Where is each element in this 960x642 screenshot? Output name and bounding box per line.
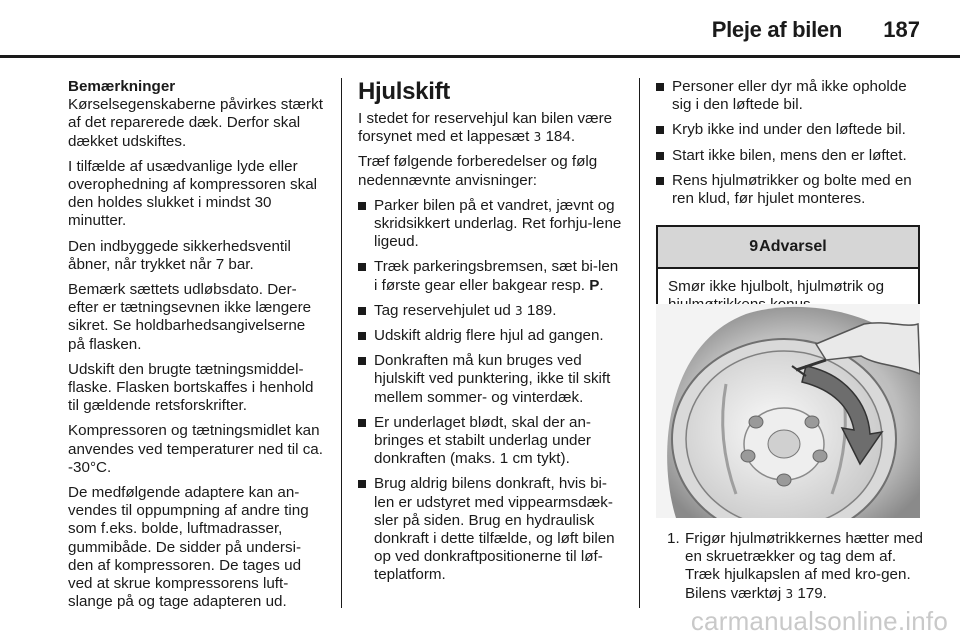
bullet-square-icon bbox=[358, 480, 366, 488]
prep-list bbox=[358, 197, 624, 585]
page-ref-icon: 3 bbox=[533, 130, 542, 145]
column-divider-right bbox=[639, 78, 640, 608]
list-item bbox=[358, 352, 624, 407]
list-item-text: Tag reservehjulet ud bbox=[374, 301, 511, 319]
step-item bbox=[667, 530, 923, 603]
list-item bbox=[358, 475, 624, 584]
list-item-text: Personer eller dyr må ikke opholde sig i den løftede bil. bbox=[672, 78, 907, 114]
list-item-text: Brug aldrig bilens donkraft, hvis bi-len er udstyret med vippearmsdæk-sler på siden. Brug en hydraulisk donkraft i dette tilfælde, og løft bilen op ved donkraftpositionerne til løf-teplatform. bbox=[374, 475, 615, 584]
column-1 bbox=[68, 78, 326, 618]
spare-wheel-ref-link[interactable]: 189. bbox=[526, 301, 557, 319]
step-text: Frigør hjulmøtrikkernes hætter med en skruetrækker og tag dem af. Træk hjulkapslen af med kro-gen. Bilens værktøj bbox=[685, 530, 923, 602]
section-title: Hjulskift bbox=[358, 78, 450, 105]
bullet-square-icon bbox=[656, 126, 664, 134]
list-item-text: Donkraften må kun bruges ved hjulskift ved punktering, ikke til skift mellem sommer- og vinterdæk. bbox=[374, 352, 611, 406]
warning-header bbox=[658, 227, 918, 269]
paragraph-6: De medfølgende adaptere kan an-vendes til oppumpning af andre ting som f.eks. bolde, luftmadrasser, gummibåde. De sidder på undersi-den af kompressoren. De tages ud ved at skrue kompressorens luft-slange på og tage adapteren ud. bbox=[68, 484, 309, 611]
page-number: 187 bbox=[883, 17, 920, 42]
bullet-square-icon bbox=[656, 83, 664, 91]
page-ref-icon: 3 bbox=[785, 586, 794, 601]
paragraph-4: Udskift den brugte tætningsmiddel-flaske. Flasken bortskaffes i henhold til gældende retsforskrifter. bbox=[68, 360, 314, 415]
list-item bbox=[656, 121, 920, 139]
list-item bbox=[656, 78, 920, 114]
list-item: Træk parkeringsbremsen, sæt bi-len i første gear eller bakgear resp. P. bbox=[358, 258, 624, 294]
intro-paragraph bbox=[358, 110, 624, 146]
bullet-square-icon bbox=[358, 307, 366, 315]
list-item-text: Er underlaget blødt, skal der an-bringes et stabilt underlag under donkraften (maks. 1 cm tykt). bbox=[374, 413, 591, 468]
warning-text: Smør ikke hjulbolt, hjulmøtrik og bbox=[668, 278, 885, 296]
paragraph-2: Den indbyggede sikkerhedsventil åbner, når trykket når 7 bar. bbox=[68, 237, 291, 273]
list-item bbox=[358, 414, 624, 469]
warning-triangle-icon: 9 bbox=[749, 238, 759, 256]
paragraph-3: Bemærk sættets udløbsdato. Der-efter er tætningsevnen ikke længere sikret. Se holdbarhedsangivelserne på flasken. bbox=[68, 281, 312, 353]
column-divider-left bbox=[341, 78, 342, 608]
bullet-square-icon bbox=[656, 152, 664, 160]
page-header bbox=[0, 0, 960, 62]
list-item-text: Start ikke bilen, mens den er løftet. bbox=[672, 146, 907, 164]
header-rule bbox=[0, 55, 960, 58]
list-item-text: Rens hjulmøtrikker og bolte med en ren klud, før hjulet monteres. bbox=[672, 171, 912, 208]
page-title: Pleje af bilen bbox=[711, 17, 842, 42]
safety-list bbox=[656, 78, 920, 208]
note-text: Kørselsegenskaberne påvirkes stærkt af det reparerede dæk. Derfor skal dækket udskiftes. bbox=[68, 96, 323, 150]
hubcap-removal-illustration bbox=[656, 304, 920, 518]
list-item-text: Parker bilen på et vandret, jævnt og skridsikkert underlag. Ret forhju-lene ligeud. bbox=[374, 196, 622, 251]
bullet-square-icon bbox=[656, 177, 664, 185]
list-item-text: Udskift aldrig flere hjul ad gangen. bbox=[374, 327, 604, 345]
column-3 bbox=[656, 78, 920, 325]
bullet-square-icon bbox=[358, 332, 366, 340]
list-item bbox=[656, 172, 920, 208]
list-item bbox=[656, 147, 920, 165]
intro-ref-link[interactable]: 184. bbox=[545, 128, 576, 146]
prep-paragraph: Træf følgende forberedelser og følg nedennævnte anvisninger: bbox=[358, 153, 598, 189]
page-ref-icon: 3 bbox=[515, 303, 523, 318]
gear-position-label: P bbox=[589, 276, 600, 294]
step-number: 1. bbox=[667, 530, 680, 547]
list-item bbox=[358, 197, 624, 252]
column-2 bbox=[358, 78, 624, 592]
site-watermark: carmanualsonline.info bbox=[690, 606, 948, 636]
bullet-square-icon bbox=[358, 419, 366, 427]
paragraph-5: Kompressoren og tætningsmidlet kan anvendes ved temperaturer ned til ca. -30°C. bbox=[68, 422, 323, 476]
procedure-steps bbox=[667, 530, 923, 603]
bullet-square-icon bbox=[358, 263, 366, 271]
warning-title: Advarsel bbox=[759, 238, 827, 256]
tools-ref-link[interactable]: 179. bbox=[797, 584, 827, 602]
note-title: Bemærkninger bbox=[68, 78, 176, 95]
intro-text: I stedet for reservehjul kan bilen være forsynet med et lappesæt bbox=[358, 110, 613, 146]
bullet-square-icon bbox=[358, 202, 366, 210]
bullet-square-icon bbox=[358, 357, 366, 365]
list-item-text: Kryb ikke ind under den løftede bil. bbox=[672, 121, 906, 139]
list-item-text: Træk parkeringsbremsen, sæt bi-len i første gear eller bakgear resp. bbox=[374, 258, 619, 294]
paragraph-1: I tilfælde af usædvanlige lyde eller overophedning af kompressoren skal den holdes slukket i mindst 30 minutter. bbox=[68, 157, 318, 230]
wheel-hubcap-image bbox=[656, 304, 920, 518]
list-item bbox=[358, 327, 624, 345]
list-item bbox=[358, 302, 624, 320]
